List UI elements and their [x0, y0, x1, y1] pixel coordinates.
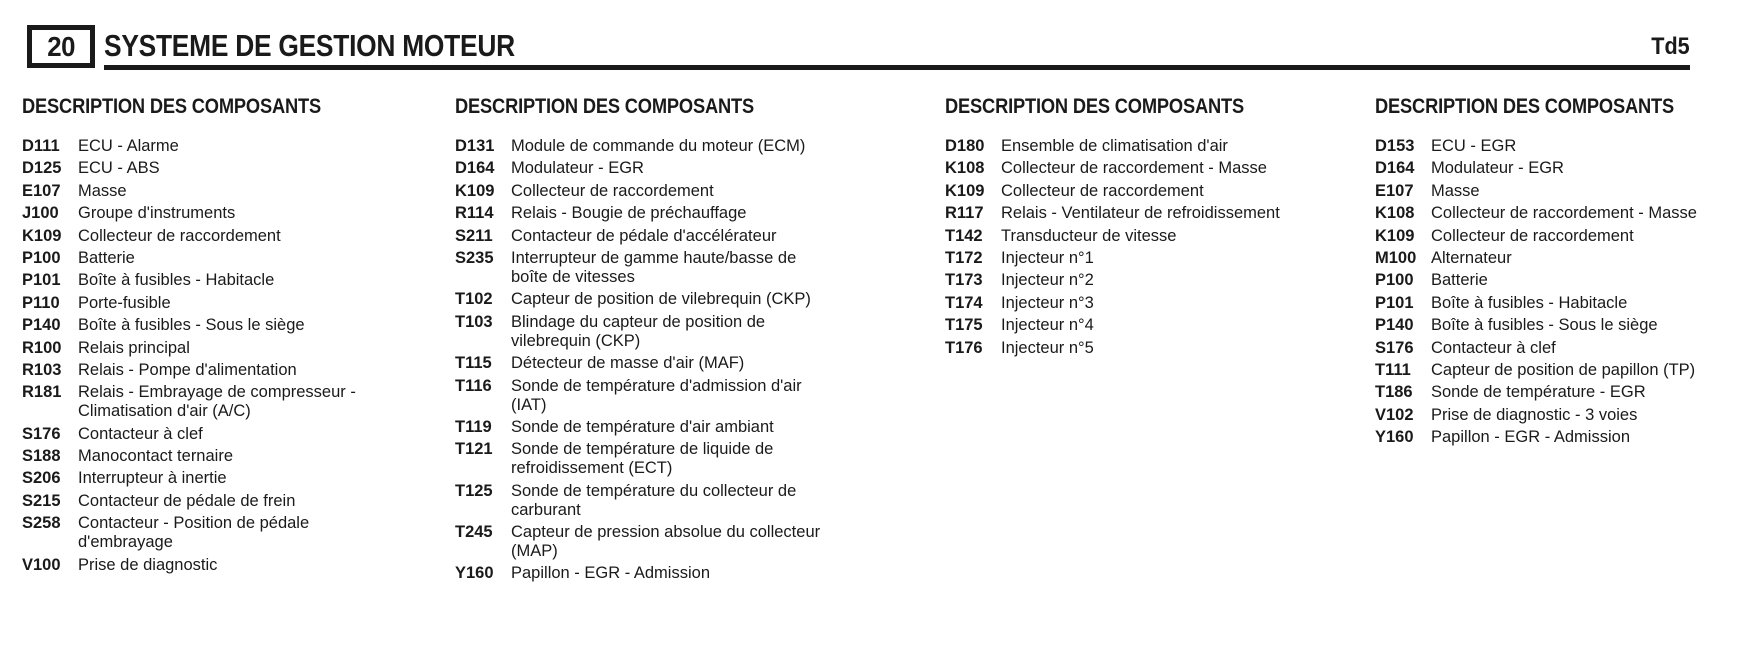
component-description: Interrupteur à inertie [78, 469, 227, 488]
component-code: K109 [945, 181, 985, 200]
component-description: Interrupteur de gamme haute/basse de boîte de vitesses [511, 248, 797, 286]
component-row [455, 523, 933, 561]
component-list [1375, 137, 1737, 447]
component-row [22, 271, 442, 290]
component-code: T186 [1375, 383, 1413, 402]
component-code: M100 [1375, 248, 1417, 267]
component-code: T116 [455, 376, 492, 395]
component-row [455, 482, 933, 520]
component-row [455, 249, 933, 287]
component-description: ECU - EGR [1431, 137, 1517, 155]
component-row [945, 204, 1363, 223]
component-description: Groupe d'instruments [78, 204, 236, 223]
component-row [1375, 339, 1737, 358]
component-code: R100 [22, 338, 62, 357]
component-description: Ensemble de climatisation d'air [1001, 137, 1228, 155]
component-list [22, 137, 442, 575]
component-code: T172 [945, 248, 983, 267]
component-description: Injecteur n°4 [1001, 316, 1094, 335]
component-row [455, 313, 933, 351]
component-code: S215 [22, 491, 61, 510]
component-description: Contacteur de pédale d'accélérateur [511, 226, 777, 245]
component-description: Prise de diagnostic [78, 555, 218, 574]
component-row [22, 339, 442, 358]
component-description: Collecteur de raccordement - Masse [1431, 204, 1697, 223]
component-code: T121 [455, 440, 493, 459]
component-row [455, 354, 933, 373]
component-code: T174 [945, 293, 983, 312]
component-description: Détecteur de masse d'air (MAF) [511, 354, 745, 373]
component-description: Collecteur de raccordement [511, 181, 714, 200]
component-row [22, 447, 442, 466]
component-description: Sonde de température d'air ambiant [511, 417, 774, 436]
component-code: K109 [455, 181, 495, 200]
component-description: Alternateur [1431, 248, 1512, 267]
component-description: Masse [78, 181, 127, 200]
component-description: Injecteur n°1 [1001, 248, 1094, 267]
component-code: D180 [945, 137, 985, 155]
component-code: T245 [455, 523, 493, 542]
component-code: S258 [22, 514, 61, 533]
component-code: S176 [22, 424, 61, 443]
column-header-text: DESCRIPTION DES COMPOSANTS [22, 95, 321, 118]
section-number: 20 [47, 30, 75, 62]
component-code: S188 [22, 447, 61, 466]
component-row [1375, 249, 1737, 268]
column-header [1375, 96, 1737, 117]
component-row [22, 294, 442, 313]
component-code: T102 [455, 290, 493, 309]
component-row [945, 294, 1363, 313]
component-row [455, 377, 933, 415]
component-description: Relais - Bougie de préchauffage [511, 204, 747, 223]
component-description: Collecteur de raccordement - Masse [1001, 159, 1267, 178]
component-row [22, 492, 442, 511]
component-row [1375, 227, 1737, 246]
column-header [455, 96, 933, 117]
component-row [1375, 159, 1737, 178]
component-description: Injecteur n°2 [1001, 271, 1094, 290]
component-code: D164 [1375, 159, 1415, 178]
page-title: SYSTEME DE GESTION MOTEUR [104, 28, 515, 63]
component-description: Manocontact ternaire [78, 447, 234, 466]
component-description: Relais - Ventilateur de refroidissement [1001, 204, 1280, 223]
section-number-box [27, 25, 95, 68]
component-code: K108 [945, 159, 985, 178]
component-description: Batterie [78, 248, 135, 267]
component-code: D164 [455, 159, 495, 178]
column-header-text: DESCRIPTION DES COMPOSANTS [945, 95, 1244, 118]
component-row [22, 249, 442, 268]
component-code: S176 [1375, 338, 1414, 357]
component-row [455, 290, 933, 309]
component-description: Boîte à fusibles - Habitacle [78, 271, 275, 290]
component-description: Masse [1431, 181, 1480, 200]
component-description: Modulateur - EGR [1431, 159, 1564, 178]
component-row [455, 418, 933, 437]
component-row [1375, 182, 1737, 201]
component-row [22, 182, 442, 201]
component-code: R181 [22, 383, 62, 402]
component-description: Capteur de pression absolue du collecteur (MAP) [511, 523, 821, 561]
component-row [1375, 294, 1737, 313]
component-row [455, 159, 933, 178]
component-description: Collecteur de raccordement [1001, 181, 1204, 200]
component-code: T173 [945, 271, 983, 290]
component-row [1375, 428, 1737, 447]
component-code: P140 [22, 316, 61, 335]
component-row [1375, 204, 1737, 223]
component-description: Modulateur - EGR [511, 159, 644, 178]
component-row [945, 182, 1363, 201]
component-code: D111 [22, 137, 60, 155]
component-description: Papillon - EGR - Admission [511, 564, 710, 583]
component-list [455, 137, 933, 583]
component-row [1375, 361, 1737, 380]
component-code: R103 [22, 360, 62, 379]
component-row [22, 227, 442, 246]
component-code: K108 [1375, 204, 1415, 223]
component-row [455, 137, 933, 156]
component-description: Papillon - EGR - Admission [1431, 428, 1630, 447]
column-header-text: DESCRIPTION DES COMPOSANTS [1375, 95, 1674, 118]
column-header-text: DESCRIPTION DES COMPOSANTS [455, 95, 754, 118]
component-code: E107 [1375, 181, 1414, 200]
component-description: ECU - ABS [78, 159, 160, 178]
component-code: T125 [455, 481, 493, 500]
component-row [22, 316, 442, 335]
component-description: Injecteur n°5 [1001, 338, 1094, 357]
component-code: T103 [455, 312, 493, 331]
component-row [22, 204, 442, 223]
component-code: V100 [22, 555, 61, 574]
component-code: T142 [945, 226, 983, 245]
component-code: K109 [22, 226, 62, 245]
component-description: Capteur de position de vilebrequin (CKP) [511, 290, 811, 309]
component-row [1375, 137, 1737, 156]
component-code: T119 [455, 417, 492, 436]
component-row [22, 383, 442, 421]
component-code: Y160 [455, 564, 494, 583]
component-row [22, 514, 442, 552]
component-description: Boîte à fusibles - Habitacle [1431, 293, 1628, 312]
component-code: S211 [455, 226, 493, 245]
component-code: D125 [22, 159, 62, 178]
component-row [455, 182, 933, 201]
component-row [1375, 383, 1737, 402]
component-row [455, 440, 933, 478]
component-code: T176 [945, 338, 983, 357]
component-code: V102 [1375, 405, 1414, 424]
component-code: P140 [1375, 316, 1414, 335]
component-code: D131 [455, 137, 495, 155]
components-column-4 [1375, 96, 1737, 450]
component-row [22, 469, 442, 488]
component-code: P101 [22, 271, 61, 290]
component-row [1375, 271, 1737, 290]
component-description: Collecteur de raccordement [1431, 226, 1634, 245]
component-code: K109 [1375, 226, 1415, 245]
components-column-1 [22, 96, 442, 578]
component-description: Sonde de température du collecteur de carburant [511, 481, 797, 519]
engine-code-label: Td5 [1651, 33, 1690, 60]
component-code: R114 [455, 204, 494, 223]
component-description: Blindage du capteur de position de vilebrequin (CKP) [511, 312, 766, 350]
component-row [945, 249, 1363, 268]
component-description: Relais principal [78, 338, 190, 357]
component-description: Batterie [1431, 271, 1488, 290]
component-row [455, 564, 933, 583]
component-description: Contacteur à clef [78, 424, 203, 443]
component-code: P100 [1375, 271, 1414, 290]
component-description: Capteur de position de papillon (TP) [1431, 360, 1696, 379]
component-row [22, 556, 442, 575]
component-row [945, 271, 1363, 290]
component-row [22, 159, 442, 178]
component-row [455, 227, 933, 246]
component-description: Boîte à fusibles - Sous le siège [1431, 316, 1658, 335]
component-row [945, 339, 1363, 358]
component-code: T115 [455, 354, 492, 373]
component-row [1375, 406, 1737, 425]
component-description: Porte-fusible [78, 293, 171, 312]
component-code: E107 [22, 181, 61, 200]
component-description: Boîte à fusibles - Sous le siège [78, 316, 305, 335]
component-code: S235 [455, 248, 494, 267]
component-description: Injecteur n°3 [1001, 293, 1094, 312]
component-description: Module de commande du moteur (ECM) [511, 137, 806, 155]
component-code: P100 [22, 248, 61, 267]
component-code: D153 [1375, 137, 1415, 155]
component-row [945, 227, 1363, 246]
component-row [945, 137, 1363, 156]
component-code: R117 [945, 204, 984, 223]
component-row [22, 361, 442, 380]
component-description: Contacteur de pédale de frein [78, 491, 296, 510]
column-header [945, 96, 1363, 117]
component-description: Contacteur à clef [1431, 338, 1556, 357]
component-list [945, 137, 1363, 358]
component-row [945, 316, 1363, 335]
component-description: Contacteur - Position de pédale d'embrayage [78, 514, 310, 552]
component-code: T175 [945, 316, 983, 335]
component-description: Sonde de température de liquide de refroidissement (ECT) [511, 440, 774, 478]
component-description: Relais - Embrayage de compresseur - Climatisation d'air (A/C) [78, 383, 356, 421]
components-column-3 [945, 96, 1363, 361]
component-code: P101 [1375, 293, 1414, 312]
component-code: P110 [22, 293, 60, 312]
component-row [455, 204, 933, 223]
component-description: Relais - Pompe d'alimentation [78, 360, 297, 379]
component-row [22, 425, 442, 444]
component-code: J100 [22, 204, 59, 223]
title-rule [104, 65, 1690, 70]
component-description: Collecteur de raccordement [78, 226, 281, 245]
component-row [1375, 316, 1737, 335]
component-code: T111 [1375, 360, 1411, 379]
components-column-2 [455, 96, 933, 587]
component-row [22, 137, 442, 156]
component-description: ECU - Alarme [78, 137, 179, 155]
component-description: Prise de diagnostic - 3 voies [1431, 405, 1638, 424]
component-description: Sonde de température - EGR [1431, 383, 1646, 402]
component-description: Sonde de température d'admission d'air (IAT) [511, 376, 802, 414]
component-description: Transducteur de vitesse [1001, 226, 1177, 245]
component-code: S206 [22, 469, 61, 488]
component-row [945, 159, 1363, 178]
column-header [22, 96, 442, 117]
component-code: Y160 [1375, 428, 1414, 447]
